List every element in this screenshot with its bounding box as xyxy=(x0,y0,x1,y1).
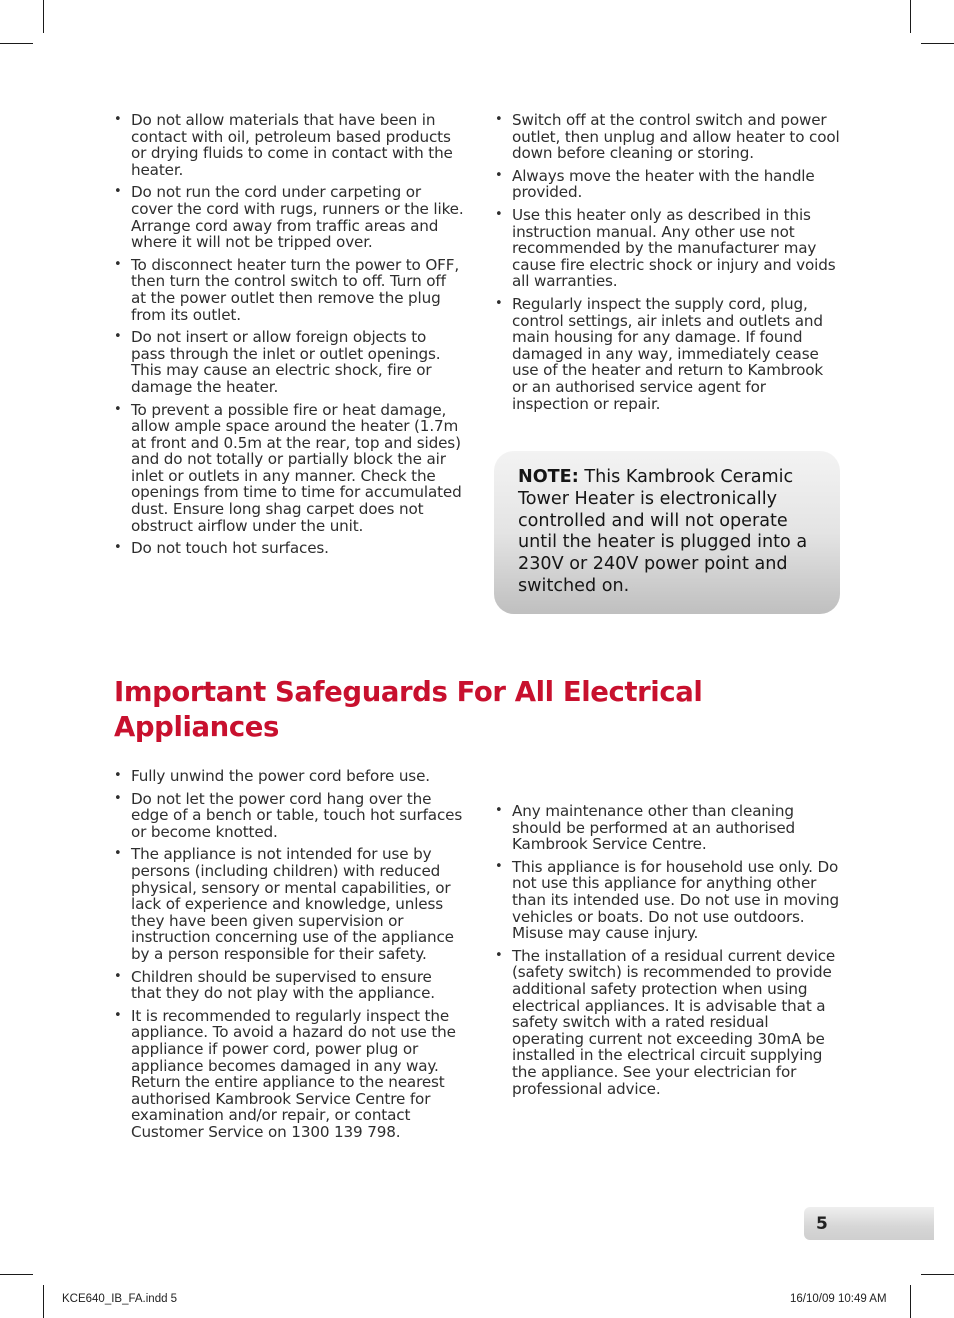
note-text: This Kambrook Ceramic Tower Heater is electronically controlled and will not operate until the heater is plugged into a 230V or 240V power point and switched on. xyxy=(518,467,808,596)
note-box xyxy=(494,451,840,614)
list-item: • Use this heater only as described in this instruction manual. Any other use not recommended by the manufacturer may cause fire electric shock or injury and voids all warranties. xyxy=(495,207,841,290)
list-item: • Do not let the power cord hang over the edge of a bench or table, touch hot surfaces or become knotted. xyxy=(114,791,464,841)
crop-mark xyxy=(0,1274,33,1275)
list-item: • To prevent a possible fire or heat damage, allow ample space around the heater (1.7m at front and 0.5m at the rear, top and sides) and do not totally or partially block the air inlet or outlets in any manner. Check the openings from time to time for accumulated dust. Ensure long shag carpet does not obstruct airflow under the unit. xyxy=(114,402,464,535)
section-heading: Important Safeguards For All Electrical Appliances xyxy=(114,676,703,743)
list-item: • Children should be supervised to ensure that they do not play with the appliance. xyxy=(114,969,464,1002)
crop-mark xyxy=(43,0,44,33)
list-item: • The installation of a residual current device (safety switch) is recommended to provide additional safety protection when using electrical appliances. It is advisable that a safety switch with a rated residual operating current not exceeding 30mA be installed in the electrical circuit supplying the appliance. See your electrician for professional advice. xyxy=(495,948,841,1097)
list-item: • To disconnect heater turn the power to OFF, then turn the control switch to off. Turn off at the power outlet then remove the plug from its outlet. xyxy=(114,257,464,323)
list-item: • Regularly inspect the supply cord, plug, control settings, air inlets and outlets and main housing for any damage. If found damaged in any way, immediately cease use of the heater and return to Kambrook or an authorised service agent for inspection or repair. xyxy=(495,296,841,412)
list-item: • Do not insert or allow foreign objects to pass through the inlet or outlet openings. This may cause an electric shock, fire or damage the heater. xyxy=(114,329,464,395)
crop-mark xyxy=(43,1285,44,1318)
heater-safety-list-right xyxy=(495,112,841,418)
slug-filename: KCE640_IB_FA.indd 5 xyxy=(62,1293,178,1305)
list-item: • It is recommended to regularly inspect the appliance. To avoid a hazard do not use the appliance if power cord, power plug or appliance becomes damaged in any way. Return the entire appliance to the nearest authorised Kambrook Service Centre for examination and/or repair, or contact Customer Service on 1300 139 798. xyxy=(114,1008,464,1141)
slug-datetime: 16/10/09 10:49 AM xyxy=(790,1293,887,1305)
crop-mark xyxy=(921,43,954,44)
heater-safety-list-left xyxy=(114,112,464,563)
list-item: • This appliance is for household use only. Do not use this appliance for anything other than its intended use. Do not use in moving vehicles or boats. Do not use outdoors. Misuse may cause injury. xyxy=(495,859,841,942)
list-item: • Do not allow materials that have been in contact with oil, petroleum based products or drying fluids to come in contact with the heater. xyxy=(114,112,464,178)
note-label: NOTE: xyxy=(518,467,579,487)
crop-mark xyxy=(921,1274,954,1275)
crop-mark xyxy=(910,0,911,33)
list-item: • Always move the heater with the handle provided. xyxy=(495,168,841,201)
list-item: • Do not touch hot surfaces. xyxy=(114,540,464,557)
list-item: • Do not run the cord under carpeting or cover the cord with rugs, runners or the like. Arrange cord away from traffic areas and where it will not be tripped over. xyxy=(114,184,464,250)
page-number-tab xyxy=(804,1207,934,1240)
electrical-safeguards-list-left xyxy=(114,768,464,1146)
list-item: • Switch off at the control switch and power outlet, then unplug and allow heater to cool down before cleaning or storing. xyxy=(495,112,841,162)
list-item: • The appliance is not intended for use by persons (including children) with reduced physical, sensory or mental capabilities, or lack of experience and knowledge, unless they have been given supervision or instruction concerning use of the appliance by a person responsible for their safety. xyxy=(114,846,464,962)
crop-mark xyxy=(910,1285,911,1318)
crop-mark xyxy=(0,43,33,44)
list-item: • Any maintenance other than cleaning should be performed at an authorised Kambrook Service Centre. xyxy=(495,803,841,853)
electrical-safeguards-list-right xyxy=(495,803,841,1103)
list-item: • Fully unwind the power cord before use. xyxy=(114,768,464,785)
page-number: 5 xyxy=(816,1214,828,1234)
